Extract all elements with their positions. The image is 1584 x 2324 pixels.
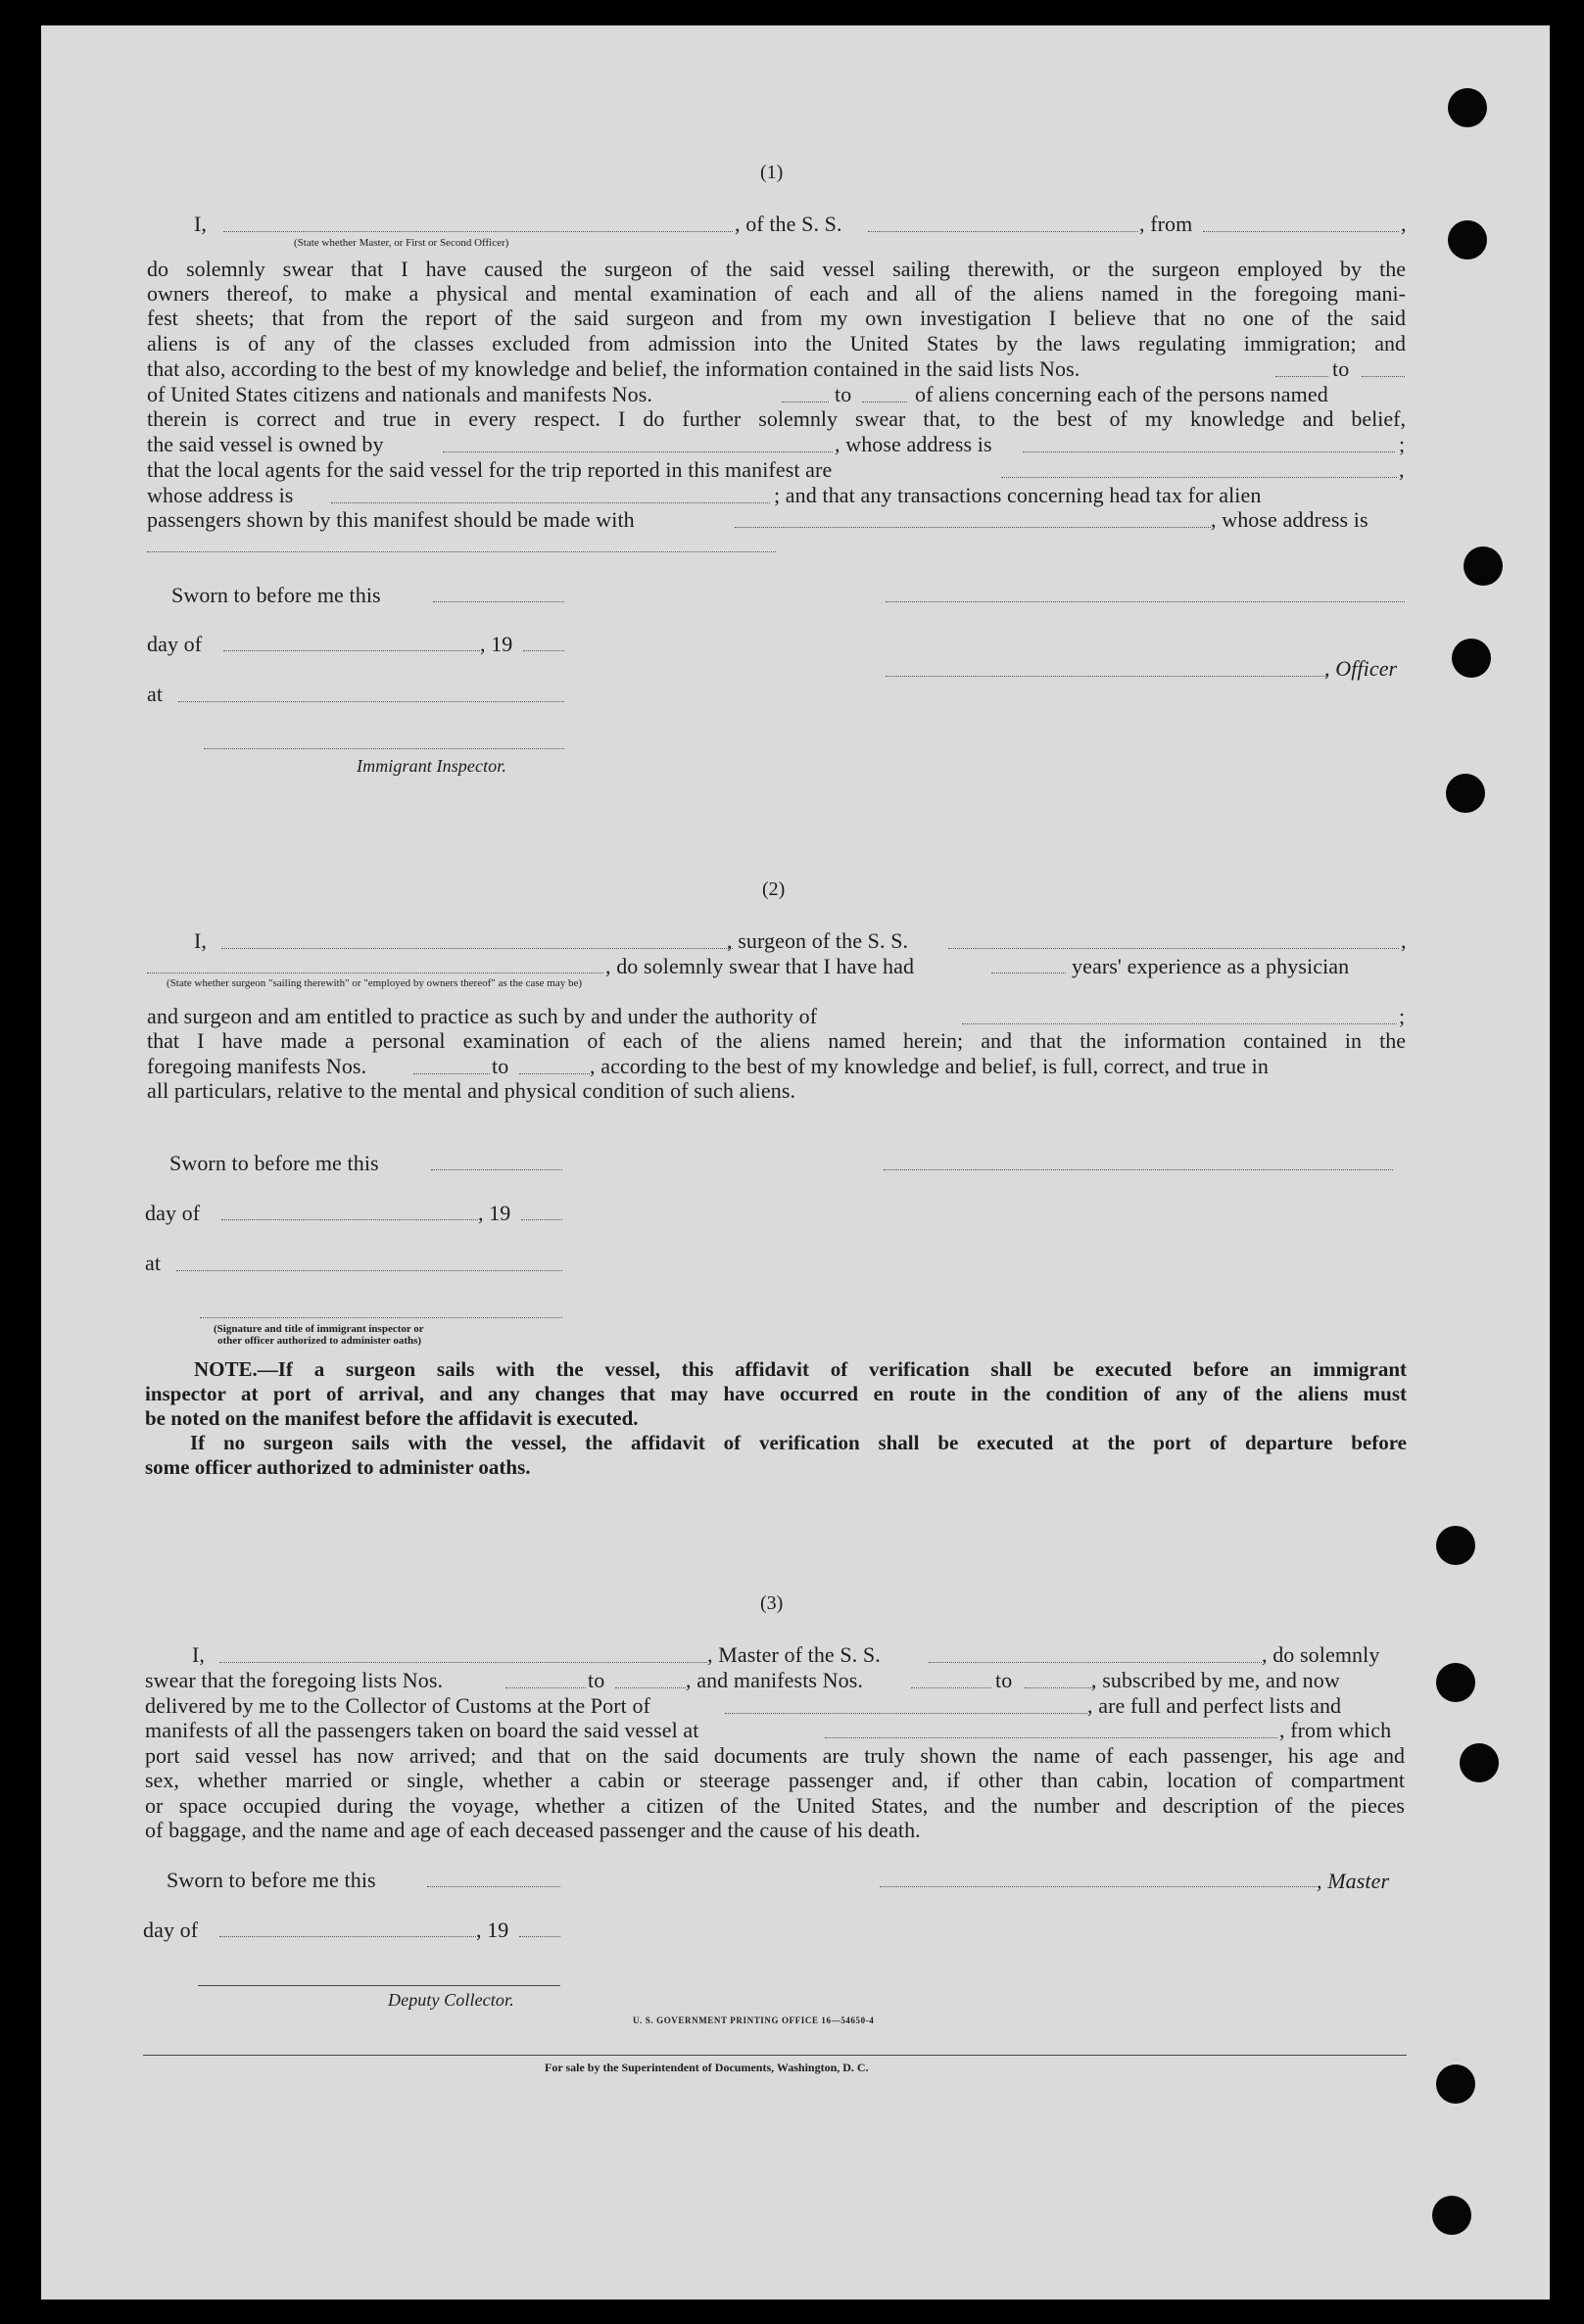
deputy-label: Deputy Collector. <box>388 1990 514 2010</box>
to-label: to <box>492 1054 509 1078</box>
intro-i: I, <box>194 928 208 953</box>
oath-line: do solemnly swear that I have caused the surgeon of the said vessel sailing therewith, or the surgeon employed by the <box>147 257 1406 281</box>
to-label: to <box>835 382 852 406</box>
binder-hole <box>1448 88 1487 127</box>
intro-i: I, <box>192 1642 206 1667</box>
section-number: (3) <box>760 1592 784 1614</box>
local-agents-label: that the local agents for the said vessel for the trip reported in this manifest are <box>147 457 833 482</box>
authority-text: and surgeon and am entitled to practice as such by and under the authority of <box>147 1004 818 1028</box>
note-line: NOTE.—If a surgeon sails with the vessel, this affidavit of verification shall be executed before an immigrant <box>194 1357 1407 1381</box>
lists-no-to-field[interactable] <box>1362 376 1405 377</box>
comma: , <box>1399 457 1405 482</box>
oath-line: that I have made a personal examination of each of the aliens named herein; and that the information contained in the <box>147 1028 1406 1053</box>
embark-port-field[interactable] <box>825 1737 1277 1738</box>
inspector-signature-field[interactable] <box>204 748 564 749</box>
master-signature-field[interactable] <box>880 1886 1317 1887</box>
footer-text: For sale by the Superintendent of Documents, Washington, D. C. <box>545 2061 869 2074</box>
owner-field[interactable] <box>443 451 833 452</box>
year-field[interactable] <box>523 650 564 651</box>
lists-nos-text: swear that the foregoing lists Nos. <box>145 1668 444 1692</box>
oath-line: fest sheets; that from the report of the said surgeon and from my own investigation I believe that no one of the said <box>147 306 1406 330</box>
owner-address-field[interactable] <box>1023 451 1395 452</box>
vessel-name-field[interactable] <box>948 948 1399 949</box>
place-field[interactable] <box>176 1270 562 1271</box>
experience-text: years' experience as a physician <box>1072 954 1350 978</box>
subscribed-text: , subscribed by me, and now <box>1091 1668 1340 1692</box>
manifest-no-from-field[interactable] <box>911 1687 991 1688</box>
head-tax-text: ; and that any transactions concerning head tax for alien <box>774 483 1262 507</box>
lists-no-from-field[interactable] <box>505 1687 586 1688</box>
binder-hole <box>1436 2064 1475 2104</box>
head-tax-address-field[interactable] <box>147 551 776 552</box>
aliens-text: of aliens concerning each of the persons named <box>915 382 1328 406</box>
sworn-date-field[interactable] <box>431 1169 562 1170</box>
master-name-field[interactable] <box>219 1662 707 1663</box>
surgeon-note <box>145 1357 1407 1480</box>
deputy-signature-field[interactable] <box>198 1985 560 1986</box>
note-line: inspector at port of arrival, and any changes that may have occurred en route in the condition of any of the aliens must <box>145 1382 1407 1405</box>
comma: , <box>1401 928 1407 953</box>
to-label: to <box>995 1668 1013 1692</box>
port-field[interactable] <box>725 1713 1087 1714</box>
oath-line: or space occupied during the voyage, whether a citizen of the United States, and the number and description of the pieces <box>145 1793 1405 1818</box>
day-of-label: day of <box>147 632 203 656</box>
agents-address-field[interactable] <box>331 502 770 503</box>
field-caption: (State whether Master, or First or Second Officer) <box>294 237 509 249</box>
oath-line: of baggage, and the name and age of each deceased passenger and the cause of his death. <box>145 1818 921 1842</box>
full-lists-text: , are full and perfect lists and <box>1087 1693 1342 1718</box>
day-of-label: day of <box>143 1918 199 1942</box>
sworn-date-field[interactable] <box>427 1886 560 1887</box>
do-solemnly-text: , do solemnly <box>1262 1642 1380 1667</box>
vessel-name-field[interactable] <box>868 231 1138 232</box>
comma: , <box>1401 212 1407 236</box>
manifest-no-to-field[interactable] <box>862 402 907 403</box>
from-port-field[interactable] <box>1203 231 1399 232</box>
whose-address-label: , whose address is <box>1211 507 1368 532</box>
manifest-no-to-field[interactable] <box>519 1073 590 1074</box>
note-line: some officer authorized to administer oaths. <box>145 1455 531 1479</box>
signature-caption: (Signature and title of immigrant inspector or <box>214 1323 424 1335</box>
binder-hole <box>1432 2196 1471 2235</box>
to-label: to <box>1332 356 1350 381</box>
at-label: at <box>147 682 164 706</box>
manifests-nos-text: foregoing manifests Nos. <box>147 1054 367 1078</box>
month-field[interactable] <box>219 1936 476 1937</box>
years-experience-field[interactable] <box>991 972 1066 973</box>
head-tax-contact-field[interactable] <box>735 527 1211 528</box>
sworn-label: Sworn to before me this <box>169 1151 379 1175</box>
year-field[interactable] <box>521 1219 562 1220</box>
lists-no-from-field[interactable] <box>1275 376 1328 377</box>
surgeon-name-field[interactable] <box>221 948 733 949</box>
oath-line: sex, whether married or single, whether a cabin or steerage passenger and, if other than cabin, location of compartment <box>145 1768 1405 1792</box>
oath-line: all particulars, relative to the mental and physical condition of such aliens. <box>147 1078 796 1103</box>
footer-rule <box>143 2055 1407 2056</box>
field-caption: (State whether surgeon "sailing therewith" or "employed by owners thereof" as the case may be) <box>167 977 583 989</box>
binder-hole <box>1446 774 1485 813</box>
binder-hole <box>1452 639 1491 678</box>
binder-hole <box>1448 220 1487 260</box>
semicolon: ; <box>1399 1004 1406 1028</box>
swear-text: , do solemnly swear that I have had <box>605 954 915 978</box>
manifest-no-from-field[interactable] <box>413 1073 490 1074</box>
master-label: , Master <box>1317 1869 1390 1893</box>
at-label: at <box>145 1251 162 1275</box>
year-label: , 19 <box>480 632 513 656</box>
sworn-label: Sworn to before me this <box>167 1868 376 1892</box>
authority-field[interactable] <box>962 1023 1397 1024</box>
binder-hole <box>1460 1743 1499 1782</box>
of-the-ss-label: , of the S. S. <box>735 212 842 236</box>
manifests-nos-text: of United States citizens and nationals and manifests Nos. <box>147 382 652 406</box>
lists-nos-text: that also, according to the best of my knowledge and belief, the information contained in the said lists Nos. <box>147 356 1080 381</box>
year-label: , 19 <box>478 1201 511 1225</box>
semicolon: ; <box>1399 432 1406 456</box>
oath-line: port said vessel has now arrived; and that on the said documents are truly shown the name of each passenger, his age and <box>145 1743 1405 1768</box>
passengers-text: passengers shown by this manifest should be made with <box>147 507 635 532</box>
note-line: If no surgeon sails with the vessel, the affidavit of verification shall be executed at the port of departure before <box>190 1431 1407 1454</box>
from-which-text: , from which <box>1279 1718 1392 1742</box>
to-label: to <box>588 1668 605 1692</box>
day-of-label: day of <box>145 1201 201 1225</box>
signature-caption: other officer authorized to administer oaths) <box>217 1335 422 1347</box>
officer-signature-field[interactable] <box>886 601 1405 602</box>
vessel-name-field[interactable] <box>929 1662 1262 1663</box>
surgeon-status-field[interactable] <box>147 972 603 973</box>
master-of-label: , Master of the S. S. <box>707 1642 881 1667</box>
section-number: (1) <box>760 162 784 183</box>
lists-no-to-field[interactable] <box>615 1687 686 1688</box>
owned-by-label: the said vessel is owned by <box>147 432 384 456</box>
knowledge-text: , according to the best of my knowledge and belief, is full, correct, and true in <box>590 1054 1269 1078</box>
month-field[interactable] <box>221 1219 478 1220</box>
gpo-imprint: U. S. GOVERNMENT PRINTING OFFICE 16—54650-4 <box>633 2016 875 2025</box>
manifests-text: manifests of all the passengers taken on board the said vessel at <box>145 1718 699 1742</box>
manifest-no-from-field[interactable] <box>782 402 829 403</box>
year-field[interactable] <box>519 1936 560 1937</box>
section-number: (2) <box>762 878 786 900</box>
oath-line: aliens is of any of the classes excluded from admission into the United States by the laws regulating immigration; and <box>147 331 1406 356</box>
manifests-nos-text: , and manifests Nos. <box>686 1668 864 1692</box>
collector-text: delivered by me to the Collector of Customs at the Port of <box>145 1693 650 1718</box>
inspector-label: Immigrant Inspector. <box>357 756 506 776</box>
whose-address-label: , whose address is <box>835 432 992 456</box>
binder-hole <box>1464 546 1503 586</box>
binder-hole <box>1436 1663 1475 1702</box>
sworn-date-field[interactable] <box>433 601 564 602</box>
whose-address-label: whose address is <box>147 483 294 507</box>
binder-hole <box>1436 1526 1475 1565</box>
year-label: , 19 <box>476 1918 509 1942</box>
officer-rank-field[interactable] <box>223 231 733 232</box>
note-line: be noted on the manifest before the affidavit is executed. <box>145 1406 639 1430</box>
officer-label: , Officer <box>1324 656 1398 681</box>
month-field[interactable] <box>223 650 480 651</box>
inspector-signature-field[interactable] <box>200 1317 562 1318</box>
local-agents-field[interactable] <box>1001 477 1397 478</box>
officer-title-field[interactable] <box>886 676 1326 677</box>
intro-i: I, <box>194 212 208 236</box>
manifest-no-to-field[interactable] <box>1025 1687 1093 1688</box>
surgeon-of-label: , surgeon of the S. S. <box>727 928 909 953</box>
from-label: , from <box>1139 212 1193 236</box>
oath-line: owners thereof, to make a physical and mental examination of each and all of the aliens named in the foregoing mani- <box>147 281 1406 306</box>
oath-line: therein is correct and true in every respect. I do further solemnly swear that, to the best of my knowledge and belief, <box>147 406 1406 431</box>
sworn-label: Sworn to before me this <box>171 583 381 607</box>
place-field[interactable] <box>178 701 564 702</box>
surgeon-signature-field[interactable] <box>884 1169 1393 1170</box>
